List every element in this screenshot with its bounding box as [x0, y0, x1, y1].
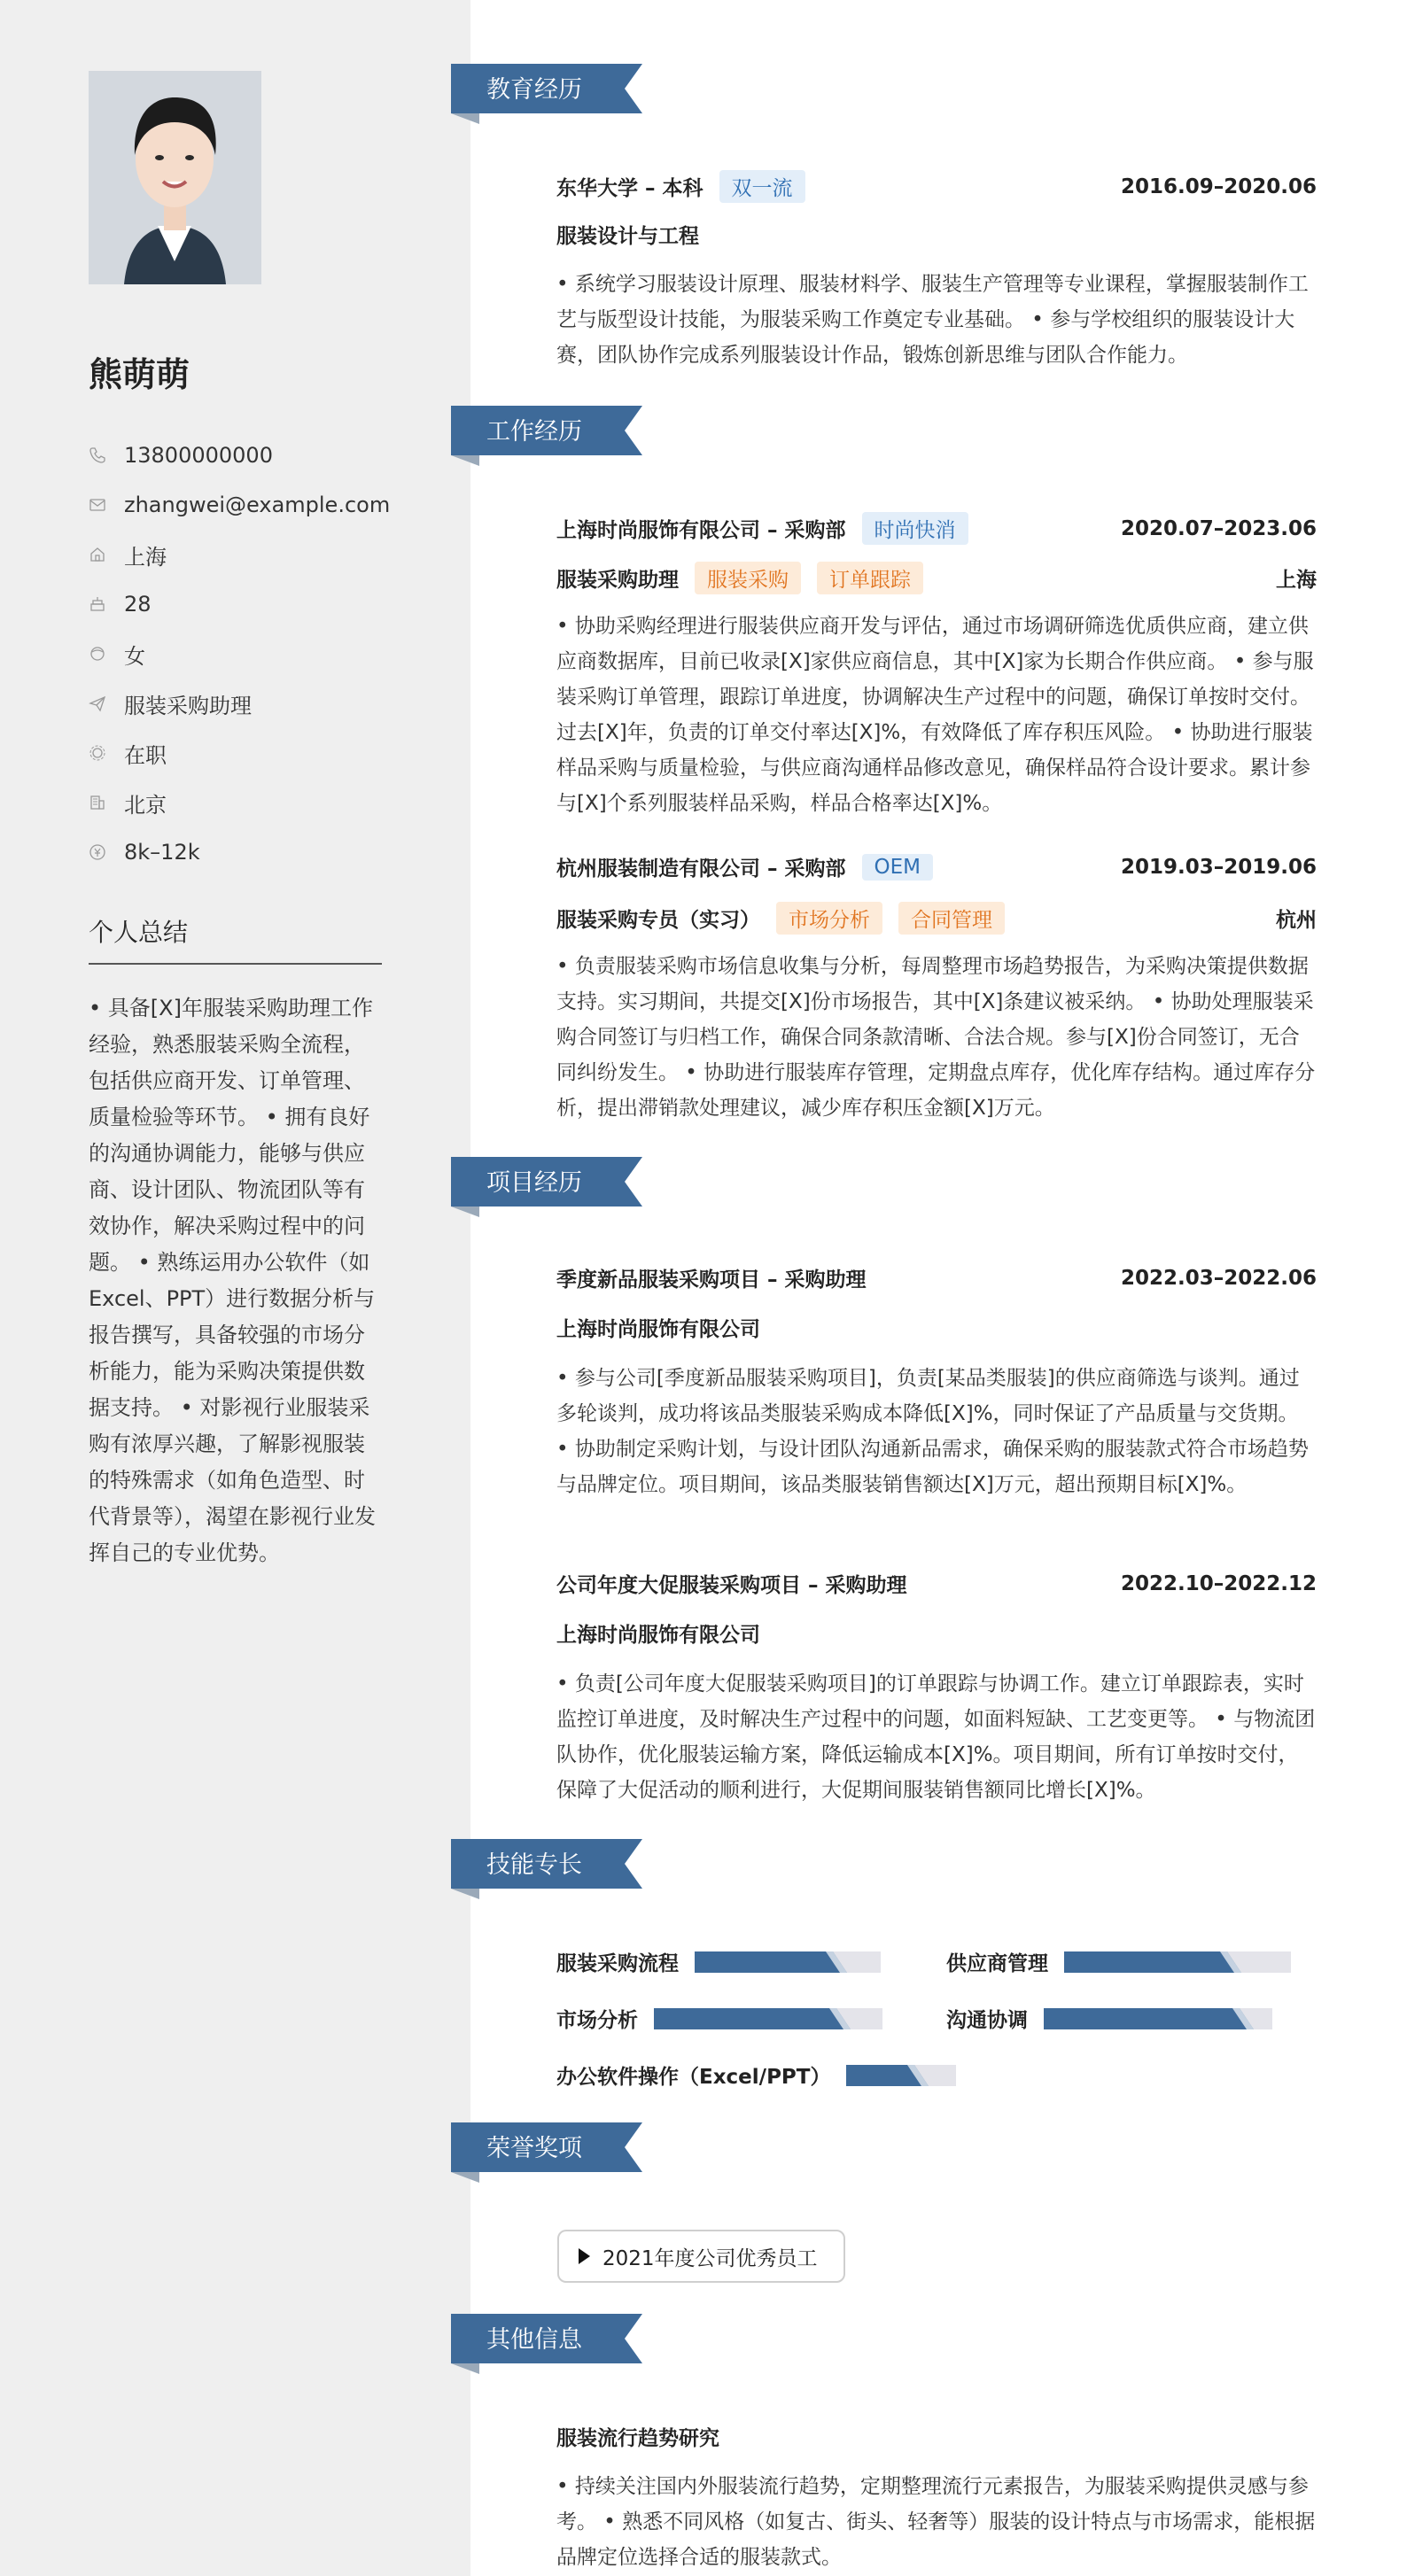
project-desc: • 负责[公司年度大促服装采购项目]的订单跟踪与协调工作。建立订单跟踪表，实时监控订单进度，及时解决生产过程中的问题，如面料短缺、工艺变更等。 • 与物流团队协作，优化服装运输方案，降低运输成本[X]%。项目期间，所有订单按时交付，保障了大促活动的顺利进行，大促期间服装销售额同比增长[X]%。 — [556, 1672, 1316, 1802]
email-icon — [89, 496, 124, 514]
skill-bar — [1064, 1951, 1291, 1973]
other-desc: • 持续关注国内外服装流行趋势，定期整理流行元素报告，为服装采购提供灵感与参考。 • 熟悉不同风格（如复古、街头、轻奢等）服装的设计特点与市场需求，能根据品牌定位选择合适的服装款式。 — [556, 2475, 1316, 2569]
sidebar — [0, 0, 470, 2576]
contact-email — [89, 480, 390, 530]
project-desc: • 参与公司[季度新品服装采购项目]，负责[某品类服装]的供应商筛选与谈判。通过多轮谈判，成功将该品类服装采购成本降低[X]%，同时保证了产品质量与交货期。 • 协助制定采购计划，与设计团队沟通新品需求，确保采购的服装款式符合市场趋势与品牌定位。项目期间，该品类服装销售额达[X]万元，超出预期目标[X]%。 — [556, 1367, 1309, 1496]
contact-phone — [89, 431, 390, 480]
section-title: 教育经历 — [486, 76, 582, 104]
skill-name: 供应商管理 — [946, 1952, 1048, 1975]
project-row — [556, 1569, 1317, 1598]
section-skills — [451, 1839, 642, 1906]
skill-bar-fill — [654, 2008, 851, 2029]
contact-position — [89, 679, 390, 728]
avatar — [89, 71, 261, 284]
contact-age — [89, 579, 390, 629]
school-tag: 双一流 — [719, 170, 805, 203]
section-project — [451, 1157, 642, 1224]
work-location: 杭州 — [1276, 909, 1317, 932]
skill-name: 办公软件操作（Excel/PPT） — [556, 2066, 831, 2089]
major-row — [556, 220, 1317, 249]
work-title-row — [556, 902, 1317, 935]
section-work — [451, 406, 642, 473]
contact-salary — [89, 827, 390, 877]
skill-name: 沟通协调 — [946, 2009, 1028, 2032]
work-desc: • 协助采购经理进行服装供应商开发与评估，通过市场调研筛选优质供应商，建立供应商数据库，目前已收录[X]家供应商信息，其中[X]家为长期合作供应商。 • 参与服装采购订单管理，跟踪订单进度，协调解决生产过程中的问题，确保订单按时交付。过去[X]年，负责的订单交付率达[X]%，有效降低了库存积压风险。 • 协助进行服装样品采购与质量检验，与供应商沟通样品修改意见，确保样品符合设计要求。累计参与[X]个系列服装样品采购，样品合格率达[X]%。 — [556, 615, 1314, 815]
other-title: 服装流行趋势研究 — [556, 2427, 719, 2450]
skill-tag: 合同管理 — [898, 902, 1005, 935]
other-row — [556, 2422, 1317, 2451]
contact-value: zhangwei@example.com — [124, 493, 391, 517]
project-name: 季度新品服装采购项目 – 采购助理 — [556, 1269, 867, 1292]
company-name: 杭州服装制造有限公司 – 采购部 — [556, 857, 846, 881]
skill-tag: 市场分析 — [776, 902, 882, 935]
project-org: 上海时尚服饰有限公司 — [556, 1624, 760, 1647]
company-tag: OEM — [862, 854, 933, 881]
phone-icon — [89, 446, 124, 464]
project-org-row — [556, 1313, 1317, 1342]
section-education — [451, 64, 642, 131]
contact-status — [89, 728, 390, 778]
skill-item — [556, 1947, 881, 1976]
school-name: 东华大学 – 本科 — [556, 177, 704, 200]
company-name: 上海时尚服饰有限公司 – 采购部 — [556, 519, 846, 542]
skill-bar-fill — [1044, 2008, 1254, 2029]
skill-item — [946, 2004, 1272, 2033]
summary-divider — [89, 963, 382, 965]
skill-bar — [846, 2065, 956, 2086]
section-title: 其他信息 — [486, 2326, 582, 2354]
award-item[interactable] — [557, 2230, 845, 2283]
skill-bar — [654, 2008, 882, 2029]
skill-name: 服装采购流程 — [556, 1952, 679, 1975]
section-other — [451, 2314, 642, 2381]
skill-bar — [695, 1951, 881, 1973]
summary-title: 个人总结 — [89, 918, 189, 947]
section-honors — [451, 2122, 642, 2190]
contact-value: 服装采购助理 — [124, 693, 252, 718]
project-org-row — [556, 1618, 1317, 1648]
award-title: 2021年度公司优秀员工 — [602, 2246, 818, 2270]
job-title: 服装采购助理 — [556, 569, 679, 592]
contact-city — [89, 530, 390, 579]
summary-text: • 具备[X]年服装采购助理工作经验，熟悉服装采购全流程，包括供应商开发、订单管理、质量检验等环节。 • 拥有良好的沟通协调能力，能够与供应商、设计团队、物流团队等有效协作，解决采购过程中的问题。 • 熟练运用办公软件（如Excel、PPT）进行数据分析与报告撰写，具备较强的市场分析能力，能为采购决策提供数据支持。 • 对影视行业服装采购有浓厚兴趣，了解影视服装的特殊需求（如角色造型、时代背景等），渴望在影视行业发挥自己的专业优势。 — [89, 996, 376, 1565]
section-title: 工作经历 — [486, 418, 582, 446]
project-row — [556, 1263, 1317, 1292]
major: 服装设计与工程 — [556, 225, 699, 248]
contact-value: 上海 — [124, 544, 167, 570]
salary-icon — [89, 843, 124, 861]
contact-value: 28 — [124, 592, 152, 617]
contact-value: 在职 — [124, 742, 167, 768]
work-desc: • 负责服装采购市场信息收集与分析，每周整理市场趋势报告，为采购决策提供数据支持。实习期间，共提交[X]份市场报告，其中[X]条建议被采纳。 • 协助处理服装采购合同签订与归档工作，确保合同条款清晰、合法合规。参与[X]份合同签订，无合同纠纷发生。 • 协助进行服装库存管理，定期盘点库存，优化库存结构。通过库存分析，提出滞销款处理建议，减少库存积压金额[X]万元。 — [556, 955, 1316, 1120]
work-title-row — [556, 562, 1317, 594]
skill-item — [556, 2004, 882, 2033]
contact-gender — [89, 629, 390, 679]
date-range: 2019.03–2019.06 — [1120, 855, 1317, 879]
building-icon — [89, 794, 124, 811]
contact-value: 女 — [124, 643, 145, 669]
skill-bar-fill — [1064, 1951, 1241, 1973]
project-name: 公司年度大促服装采购项目 – 采购助理 — [556, 1574, 907, 1597]
contact-value: 13800000000 — [124, 443, 273, 468]
play-icon — [579, 2248, 590, 2264]
section-title: 项目经历 — [486, 1169, 582, 1197]
send-icon — [89, 694, 124, 712]
education-desc: • 系统学习服装设计原理、服装材料学、服装生产管理等专业课程，掌握服装制作工艺与版型设计技能，为服装采购工作奠定专业基础。 • 参与学校组织的服装设计大赛，团队协作完成系列服装设计作品，锻炼创新思维与团队合作能力。 — [556, 273, 1309, 367]
skill-tag: 订单跟踪 — [817, 562, 923, 594]
job-title: 服装采购专员（实习） — [556, 909, 760, 932]
work-row — [556, 512, 1317, 545]
skill-bar — [1044, 2008, 1272, 2029]
section-title: 技能专长 — [486, 1851, 582, 1879]
cake-icon — [89, 595, 124, 613]
date-range: 2022.10–2022.12 — [1120, 1571, 1317, 1595]
work-row — [556, 852, 1317, 881]
work-location: 上海 — [1276, 569, 1317, 592]
skill-name: 市场分析 — [556, 2009, 638, 2032]
gender-icon — [89, 645, 124, 663]
status-icon — [89, 744, 124, 762]
person-name: 熊萌萌 — [89, 355, 190, 394]
education-row — [556, 170, 1317, 203]
date-range: 2016.09–2020.06 — [1120, 175, 1317, 198]
contact-list — [89, 431, 390, 877]
section-title: 荣誉奖项 — [486, 2135, 582, 2162]
company-tag: 时尚快消 — [862, 512, 968, 545]
contact-value: 8k–12k — [124, 840, 200, 865]
skill-tag: 服装采购 — [695, 562, 801, 594]
skill-bar-fill — [695, 1951, 847, 1973]
contact-value: 北京 — [124, 792, 167, 818]
skill-item — [946, 1947, 1291, 1976]
skill-item — [556, 2060, 956, 2090]
home-icon — [89, 546, 124, 563]
date-range: 2020.07–2023.06 — [1120, 516, 1317, 540]
date-range: 2022.03–2022.06 — [1120, 1266, 1317, 1290]
project-org: 上海时尚服饰有限公司 — [556, 1318, 760, 1341]
contact-location — [89, 778, 390, 827]
